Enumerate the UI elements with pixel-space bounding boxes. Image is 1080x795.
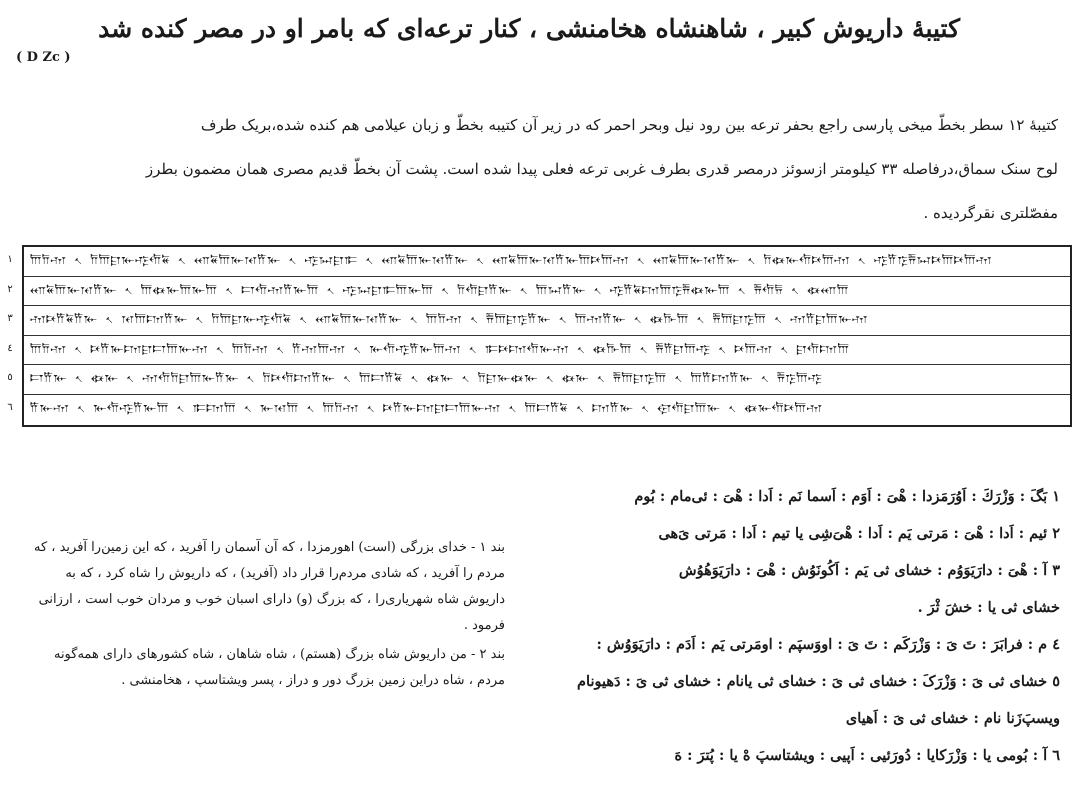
page-title: کتیبهٔ داریوش کبیر ، شاهنشاه هخامنشی ، کنار ترعه‌ای که بامر او در مصر کنده شد bbox=[98, 14, 960, 43]
transliteration-line: ۲ ئیم : اَدا : هْیَ : مَرتی یَم : اَدا : هْیَ‌شِی یا تیم : اَدا : مَرتی یَ‌هی bbox=[658, 525, 1060, 542]
transliteration-line: خشای ثی یا : خشَ ثْرَ . bbox=[917, 599, 1060, 616]
transliteration-line: ۱ بَگَ : وَزْرَكَ : اَوُرَمَزدا : هْیَ : اَوَم : اَسما نَم : اَدا : هْیَ : ئی‌مام : بُوم bbox=[634, 488, 1060, 505]
intro-line: مفصّلتری نقرگردیده . bbox=[923, 204, 1058, 222]
transliteration-line: ٦ آ : بُومی یا : وَزْرَکایا : دُورَئیی : اَپیی : ویشتاسپَ هْ یا : پُترَ : هَ bbox=[674, 747, 1060, 764]
inscription-code: ( D Zc ) bbox=[16, 50, 71, 65]
row-number: ۱ bbox=[7, 254, 13, 265]
row-number: ٥ bbox=[7, 372, 13, 384]
cuneiform-row: 𐎡𐎹𐎶 𐏐 𐎹𐎢𐎺𐎡𐎹𐎠 𐏐 𐎣𐎫𐎠 𐏐 𐎹𐎰𐎠 𐏐 𐎠𐎭𐎶 𐏐 𐎴𐎡𐎹𐎫𐎼𐎲𐎠𐎹𐎶 𐏐 𐎠𐎲𐎡𐏁 𐏐 𐎫𐎡𐎹 𐏐 𐎯𐎢𐎼𐎠𐎹 𐏐 𐏃𐎹𐎢𐎴𐎠𐎶 bbox=[30, 400, 823, 416]
cuneiform-row: 𐎧𐏁𐎠𐎹𐎰𐎡𐎹 𐏐 𐎠𐏃𐎹𐎠𐎹𐎠 𐏐 𐎲𐎢𐎶𐎡𐎹𐎠 𐏐 𐎺𐏀𐎼𐎣𐎠𐎹𐎠 𐏐 𐎭𐎢𐎼𐎡𐎹 𐏐 𐎠𐏀𐎡𐎹 𐏐 𐎺𐎡𐏁𐎫𐎠𐎿𐎱𐏃𐎹𐎠 𐏐 𐎱𐎢𐏂 𐏐 𐏃𐎧𐎠 bbox=[24, 277, 1070, 307]
transliteration-line: ٥ خشای ثی یَ : وَزْرَکَ : خشای ثی یَ : خشای ثی یانام : خشای ثی یَ : دَهیونام bbox=[577, 673, 1060, 690]
row-number: ٦ bbox=[7, 401, 13, 413]
cuneiform-row: 𐎠𐎭𐎶 𐏐 𐎭𐎠𐎼𐎹𐎺𐎢𐏁 𐏐 𐎧𐏁𐎠𐎹𐎰𐎡𐎹 𐏐 𐎺𐏀𐎼𐎣 𐏐 𐎧𐏁𐎠𐎹𐎰𐎡𐎹 𐏐 𐎧𐏁𐎠𐎹𐎰𐎡𐎹𐎠𐎴𐎠𐎶 𐏐 𐎧𐏁𐎠𐎹𐎰𐎡𐎹 𐏐 𐎭𐏃𐎹𐎢𐎴𐎠𐎶 𐏐 𐎺𐎡𐎿𐎱𐏀𐎴𐎠𐎴𐎠𐎶 bbox=[24, 247, 1070, 277]
cuneiform-row: 𐎠𐎭𐎶 𐏐 𐎴𐎡𐎹𐎫𐎼𐎲𐎠𐎹𐎶 𐏐 𐎠𐎭𐎶 𐏐 𐎡𐎶𐎠𐎶 𐏐 𐎹𐎢𐎺𐎡𐎹𐎠𐎶 𐏐 𐎣𐎴𐎫𐎢𐎹𐎶 𐏐 𐏃𐎨𐎠 𐏐 𐎱𐎡𐎼𐎠𐎺 𐏐 𐎴𐎠𐎶 𐏐 𐎼𐎢𐎫𐎠 bbox=[24, 336, 1070, 366]
transliteration-block bbox=[548, 478, 1060, 774]
cuneiform-row: 𐎶𐎴𐎡𐏁𐎡𐎹 𐏐 𐎰𐎠𐎫𐎡𐎹 𐏐 𐎭𐎠𐎼𐎹𐎺𐎢𐏁 𐏐 𐎧𐏁𐎠𐎹𐎰𐎡𐎹 𐏐 𐎠𐎭𐎶 𐏐 𐎱𐎠𐎼𐎿𐎡𐎹 𐏐 𐎠𐎶𐎡𐎹 𐏐 𐏃𐎨𐎠 𐏐 𐎱𐎠𐎼𐎿𐎠 𐏐 𐎶𐎡𐎼𐎠𐎹𐎶 bbox=[24, 306, 1070, 336]
cuneiform-inscription-table bbox=[22, 245, 1072, 427]
intro-line: لوح سنک سماق،درفاصله ۳۳ کیلومتر ازسوئز درمصر قدری بطرف غربی ترعه فعلی پیدا شده است. پشت آن بخطّ قدیم مصری همان مضمون بطرز bbox=[145, 160, 1058, 178]
row-number: ٤ bbox=[7, 342, 13, 354]
intro-line: کتیبهٔ ۱۲ سطر بخطّ میخی پارسی راجع بحفر ترعه بین رود نیل وبحر احمر که در زیر آن کتیبه بخطّ و زبان عیلامی هم کنده شده،بریک طرف bbox=[200, 116, 1058, 134]
translation-paragraph: بند ۲ - من داریوش شاه بزرگ (هستم) ، شاه شاهان ، شاه کشورهای دارای همه‌گونه مردم ، شاه دراین زمین بزرگ دور و دراز ، پسر ویشتاسپ ، هخامنشی . bbox=[53, 647, 505, 688]
transliteration-line: ٤ م : فرابَرَ : تَ یَ : وَزْرَکَم : تَ یَ : اووَسپَم : اومَرتی یَم : اَدَم : دارَیَوَوُش : bbox=[596, 636, 1060, 653]
cuneiform-row: 𐎲𐎡𐎹 𐏐 𐏃𐎹 𐏐 𐎶𐎢𐎭𐎼𐎠𐎹𐎡𐎹 𐏐 𐎭𐎴𐎢𐎫𐎡𐎹 𐏐 𐎠𐎲𐎡𐏁 𐏐 𐏃𐎹 𐏐 𐎭𐎼𐎹𐏃𐎹 𐏐 𐏃𐎹 𐏐 𐎱𐎠𐎼𐎿𐎠 𐏐 𐎠𐎡𐎫𐎡𐎹 𐏐 𐎱𐎿𐎠𐎺 bbox=[24, 365, 1070, 395]
transliteration-line: ۳ آ : هْیَ : دارَیَوَوُم : خشای ثی یَم : اَکُونَوُش : هْیَ : دارَیَوَهُوُش bbox=[678, 562, 1060, 579]
intro-paragraph bbox=[16, 103, 1058, 235]
row-number: ۲ bbox=[7, 283, 13, 295]
transliteration-line: ویسپَ‌زَنا نام : خشای ثی یَ : اَهیای bbox=[845, 710, 1060, 727]
cuneiform-row-numbers bbox=[2, 245, 18, 423]
translation-paragraph: بند ۱ - خدای بزرگی (است) اهورمزدا ، که آن آسمان را آفرید ، که این زمین‌را آفرید ، که مردم را آفرید ، که شادی مردم‌را قرار داد (آفرید) ، که داریوش را شاه کرد ، که به داریوش شاه شهریاری‌را ، که بزرگ (و) دارای اسبان خوب و مردان خوب است ، ارزانی فرمود . bbox=[33, 540, 505, 633]
row-number: ۳ bbox=[7, 313, 13, 325]
persian-translation bbox=[30, 535, 505, 697]
